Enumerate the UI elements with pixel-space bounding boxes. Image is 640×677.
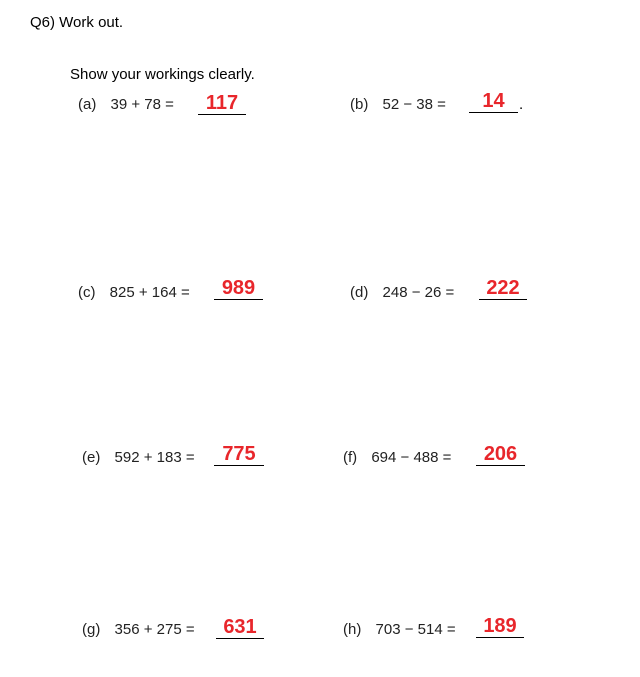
problem-expression: 39 + 78 =: [110, 96, 174, 113]
problem-a: [78, 96, 174, 113]
answer-line-c[interactable]: [214, 275, 263, 300]
problem-expression: 592 + 183 =: [114, 449, 195, 466]
question-title: Q6) Work out.: [30, 14, 124, 31]
problem-label: (d): [350, 284, 369, 301]
problem-expression: 356 + 275 =: [114, 621, 195, 638]
problem-label: (h): [343, 621, 362, 638]
answer-value: 631: [223, 616, 257, 638]
trailing-period: .: [519, 96, 524, 113]
answer-line-b[interactable]: [469, 88, 518, 113]
problem-c: [78, 284, 190, 301]
problem-b: [350, 96, 446, 113]
problem-g: [82, 621, 195, 638]
problem-expression: 248 − 26 =: [382, 284, 455, 301]
answer-line-h[interactable]: [476, 613, 524, 638]
answer-line-f[interactable]: [476, 441, 525, 466]
problem-label: (e): [82, 449, 101, 466]
answer-value: 775: [222, 443, 256, 465]
problem-expression: 52 − 38 =: [382, 96, 446, 113]
problem-label: (g): [82, 621, 101, 638]
problem-expression: 825 + 164 =: [109, 284, 190, 301]
answer-value: 222: [486, 277, 520, 299]
answer-line-g[interactable]: [216, 614, 264, 639]
problem-d: [350, 284, 454, 301]
problem-expression: 703 − 514 =: [375, 621, 456, 638]
answer-value: 14: [482, 90, 505, 112]
problem-label: (a): [78, 96, 97, 113]
answer-value: 206: [483, 443, 518, 465]
problem-f: [343, 449, 451, 466]
answer-line-d[interactable]: [479, 275, 527, 300]
problem-label: (b): [350, 96, 369, 113]
problem-e: [82, 449, 195, 466]
problem-label: (f): [343, 449, 358, 466]
problem-h: [343, 621, 456, 638]
answer-value: 989: [221, 277, 256, 299]
answer-line-e[interactable]: [214, 441, 264, 466]
answer-value: 117: [205, 92, 239, 114]
answer-line-a[interactable]: [198, 90, 246, 115]
answer-value: 189: [483, 615, 517, 637]
problem-label: (c): [78, 284, 96, 301]
instruction-text: Show your workings clearly.: [70, 66, 255, 83]
problem-expression: 694 − 488 =: [371, 449, 452, 466]
